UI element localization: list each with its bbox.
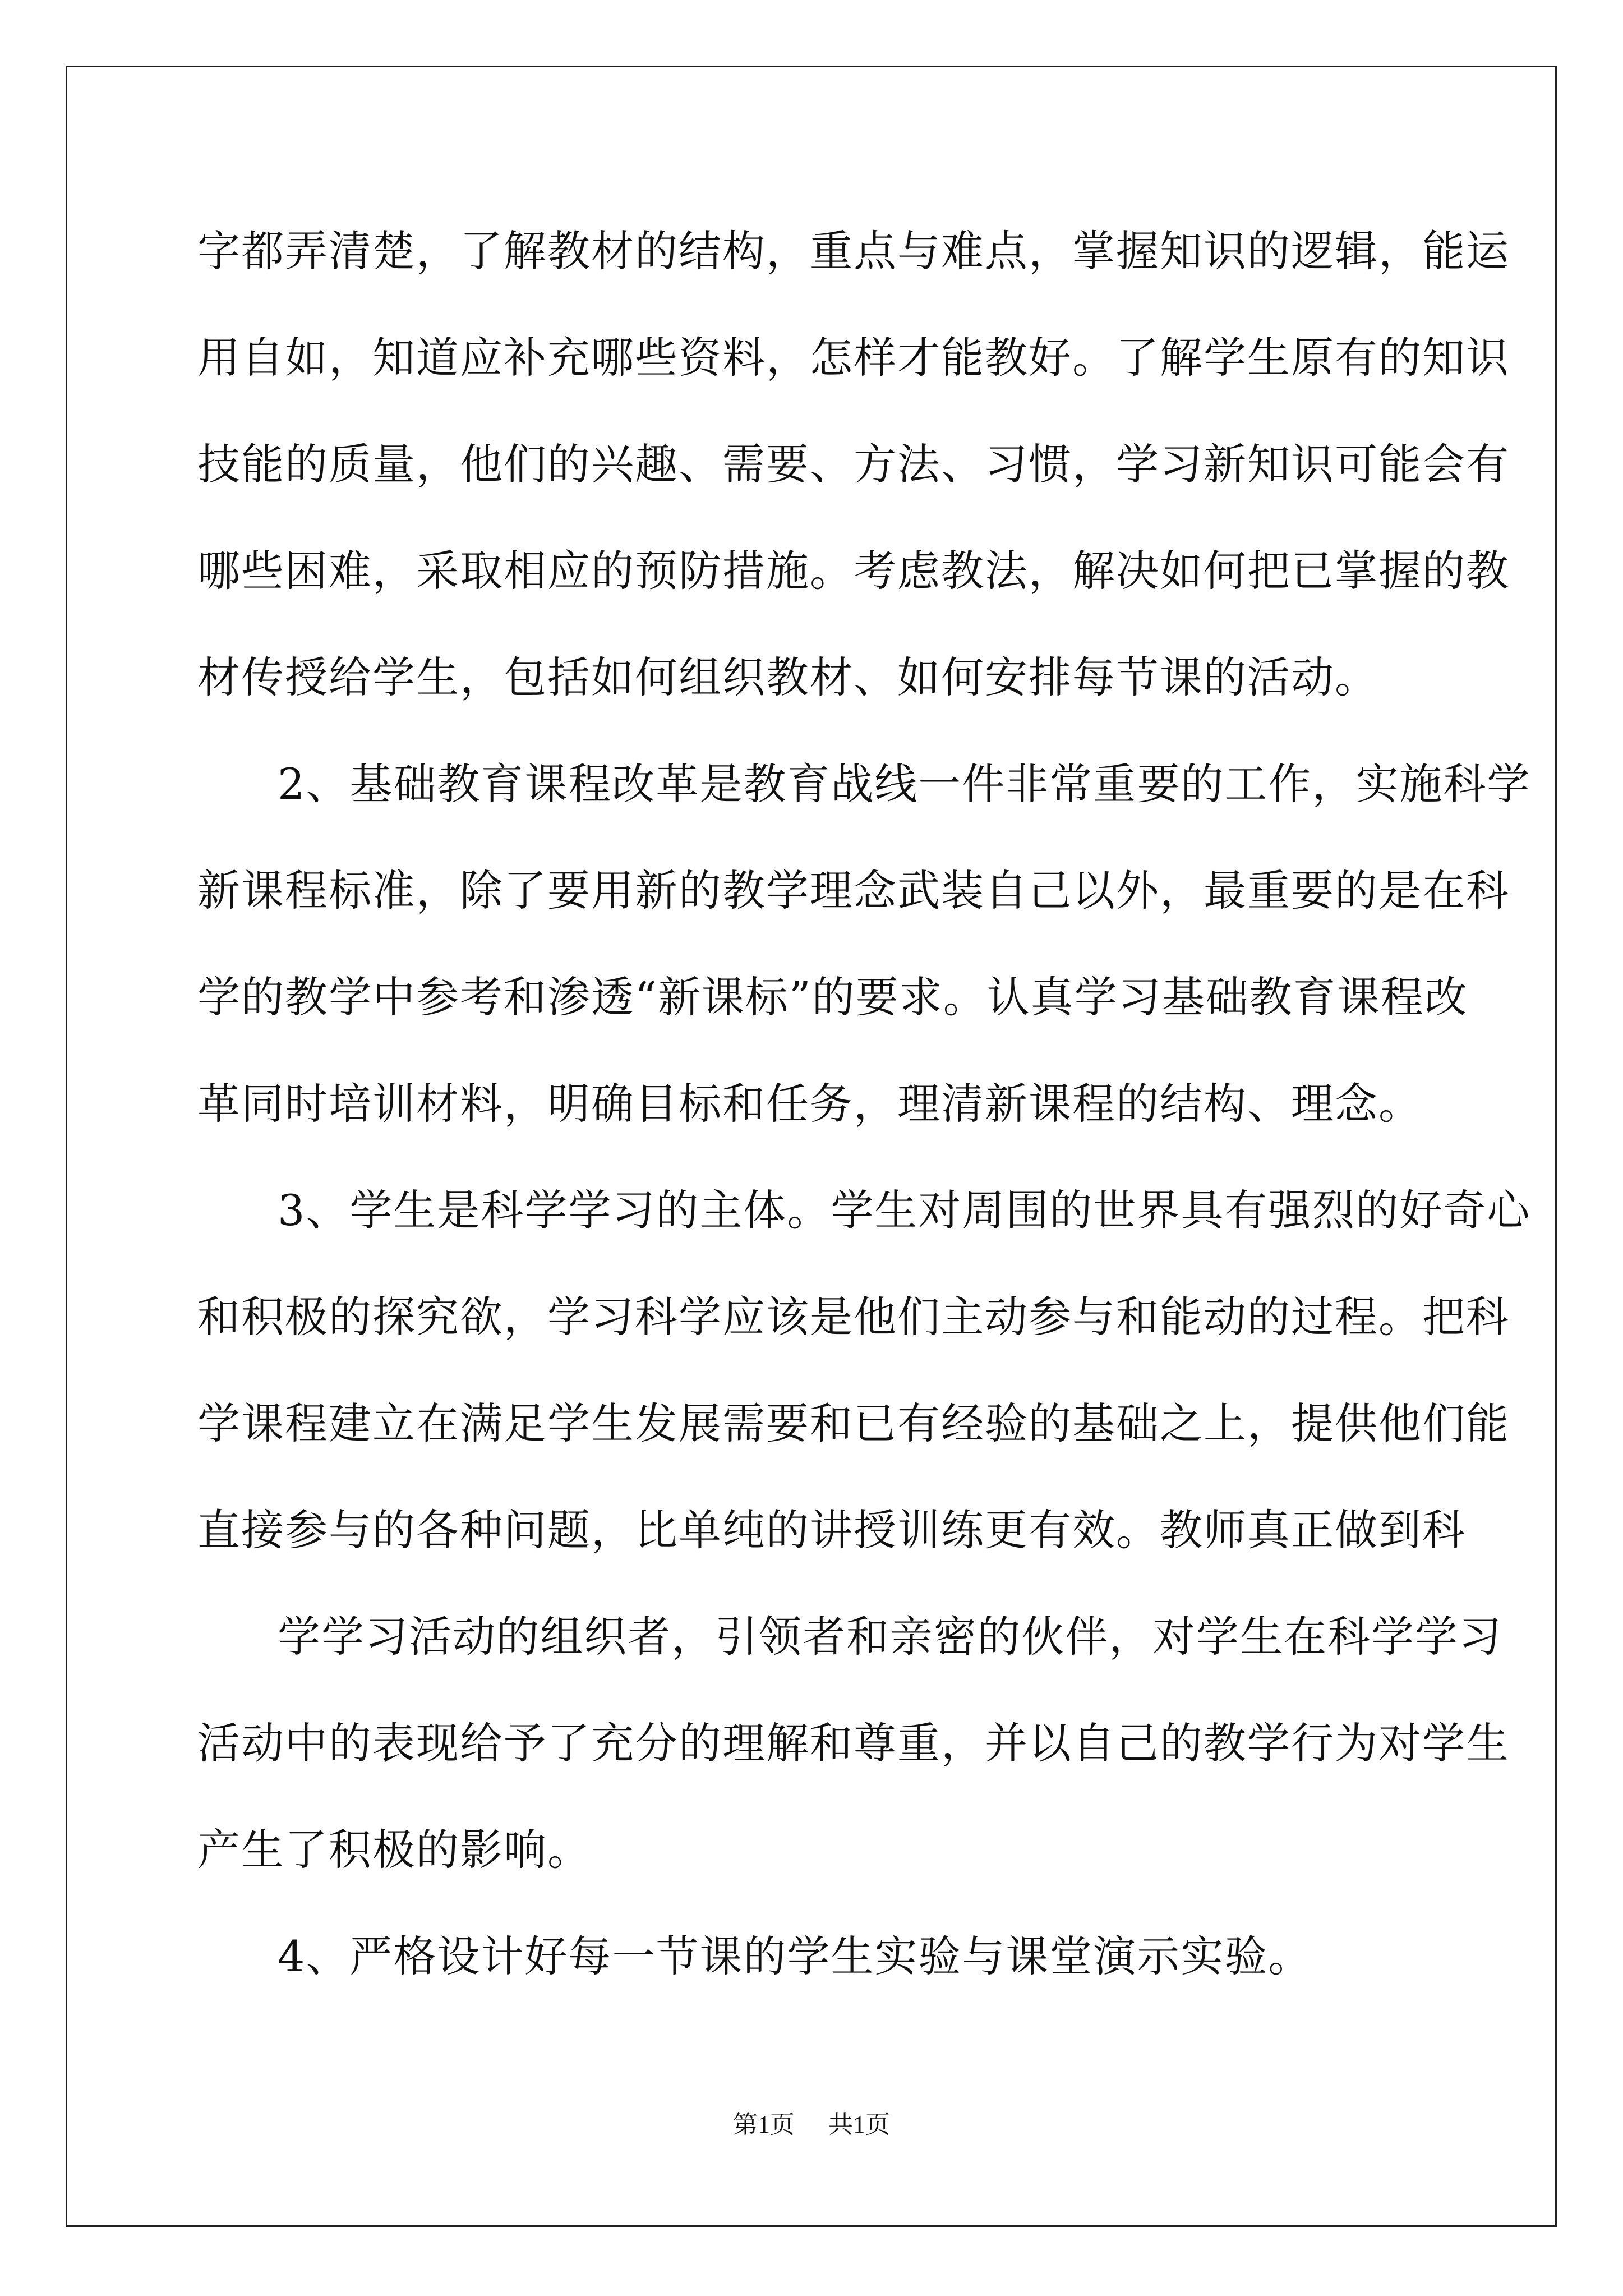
text-line: 哪些困难，采取相应的预防措施。考虑教法，解决如何把已掌握的教 [197,546,1510,596]
text-line: 活动中的表现给予了充分的理解和尊重，并以自己的教学行为对学生 [197,1718,1510,1768]
text-line: 学的教学中参考和渗透“新课标”的要求。认真学习基础教育课程改 [197,972,1468,1022]
text-line: 技能的质量，他们的兴趣、需要、方法、习惯，学习新知识可能会有 [197,439,1510,489]
page-footer [0,2104,1623,2140]
page-number-total: 共1页 [828,2111,890,2138]
page-border [66,66,1557,2227]
text-line: 直接参与的各种问题，比单纯的讲授训练更有效。教师真正做到科 [197,1505,1466,1555]
text-line: 产生了积极的影响。 [197,1825,591,1875]
paragraph-start-line: 2、基础教育课程改革是教育战线一件非常重要的工作，实施科学 [278,759,1531,809]
text-line: 革同时培训材料，明确目标和任务，理清新课程的结构、理念。 [197,1079,1422,1129]
text-line: 和积极的探究欲，学习科学应该是他们主动参与和能动的过程。把科 [197,1292,1510,1342]
text-line: 字都弄清楚，了解教材的结构，重点与难点，掌握知识的逻辑，能运 [197,226,1510,276]
paragraph-start-line: 学学习活动的组织者，引领者和亲密的伙伴，对学生在科学学习 [278,1612,1502,1662]
text-line: 材传授给学生，包括如何组织教材、如何安排每节课的活动。 [197,652,1378,702]
paragraph-start-line: 4、严格设计好每一节课的学生实验与课堂演示实验。 [278,1931,1312,1981]
text-line: 学课程建立在满足学生发展需要和已有经验的基础之上，提供他们能 [197,1398,1510,1448]
paragraph-start-line: 3、学生是科学学习的主体。学生对周围的世界具有强烈的好奇心 [278,1185,1531,1235]
text-line: 用自如，知道应补充哪些资料，怎样才能教好。了解学生原有的知识 [197,333,1510,383]
text-line: 新课程标准，除了要用新的教学理念武装自己以外，最重要的是在科 [197,866,1510,915]
page-number-current: 第1页 [733,2111,795,2138]
